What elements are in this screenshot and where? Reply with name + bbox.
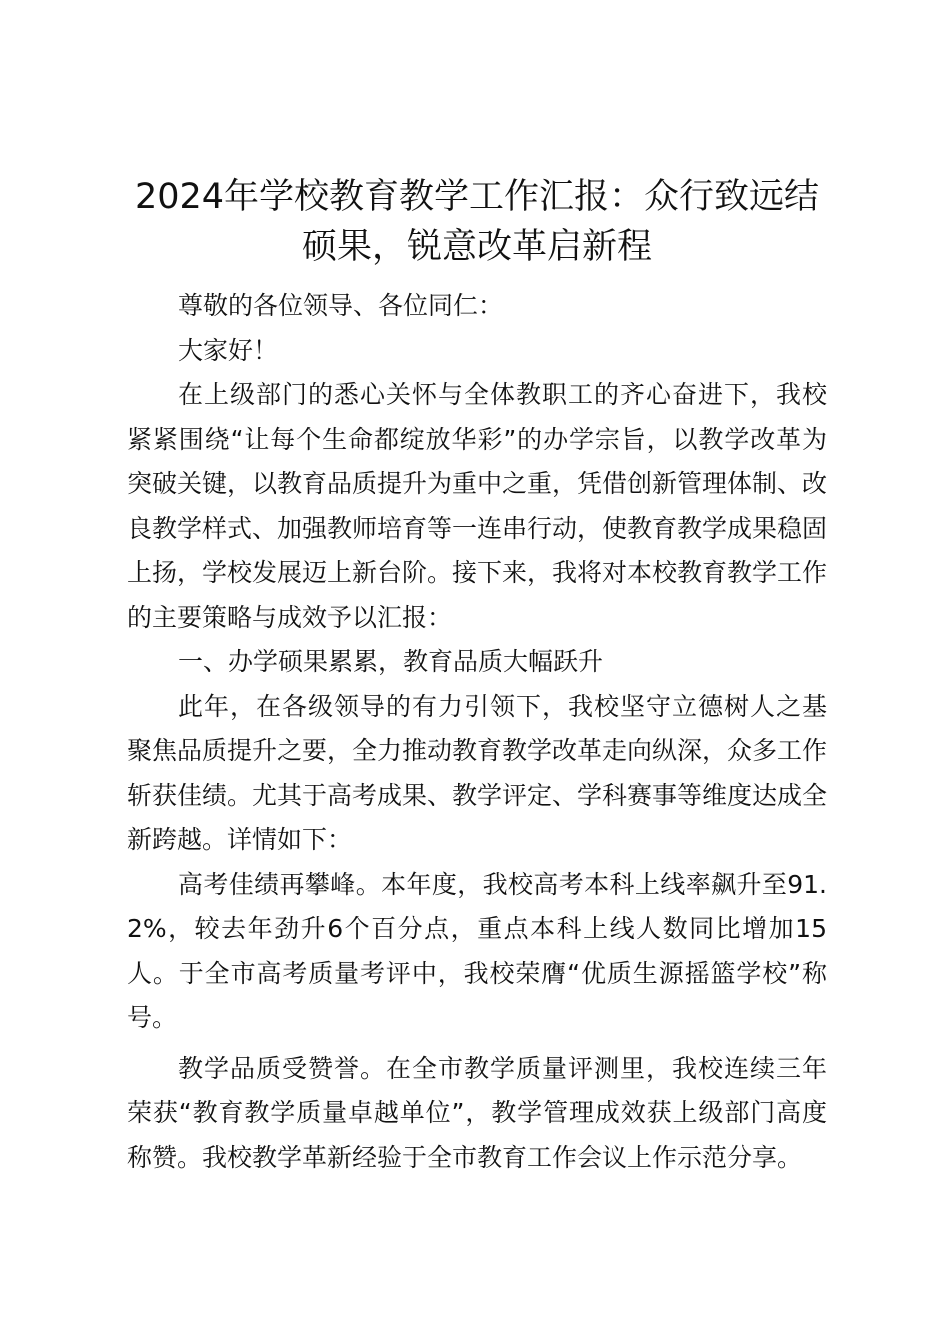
greeting: 大家好！: [178, 335, 279, 365]
body-paragraph: 此年，在各级领导的有力引领下，我校坚守立德树人之基聚焦品质提升之要，全力推动教育教学改革走向纵深，众多工作斩获佳绩。尤其于高考成果、教学评定、学科赛事等维度达成全新跨越。详情如下：: [127, 691, 828, 854]
title-line-2: 硕果，锐意改革启新程: [301, 227, 652, 267]
body-paragraph: 教学品质受赞誉。在全市教学质量评测里，我校连续三年荣获“教育教学质量卓越单位”，教学管理成效获上级部门高度称赞。我校教学革新经验于全市教育工作会议上作示范分享。: [127, 1053, 827, 1172]
section-heading: 一、办学硕果累累，教育品质大幅跃升: [178, 647, 604, 676]
document-body: [127, 172, 827, 1180]
title-line-1: 2024年学校教育教学工作汇报：众行致远结: [134, 177, 820, 217]
salutation: 尊敬的各位领导、各位同仁：: [178, 291, 504, 320]
document-title: [127, 172, 827, 272]
body-paragraph: 高考佳绩再攀峰。本年度，我校高考本科上线率飙升至91.2%，较去年劲升6个百分点，重点本科上线人数同比增加15人。于全市高考质量考评中，我校荣膺“优质生源摇篮学校”称号。: [127, 869, 827, 1032]
intro-paragraph: 在上级部门的悉心关怀与全体教职工的齐心奋进下，我校紧紧围绕“让每个生命都绽放华彩”的办学宗旨，以教学改革为突破关键，以教育品质提升为重中之重，凭借创新管理体制、改良教学样式、加强教师培育等一连串行动，使教育教学成果稳固上扬，学校发展迈上新台阶。接下来，我将对本校教育教学工作的主要策略与成效予以汇报：: [127, 380, 828, 632]
